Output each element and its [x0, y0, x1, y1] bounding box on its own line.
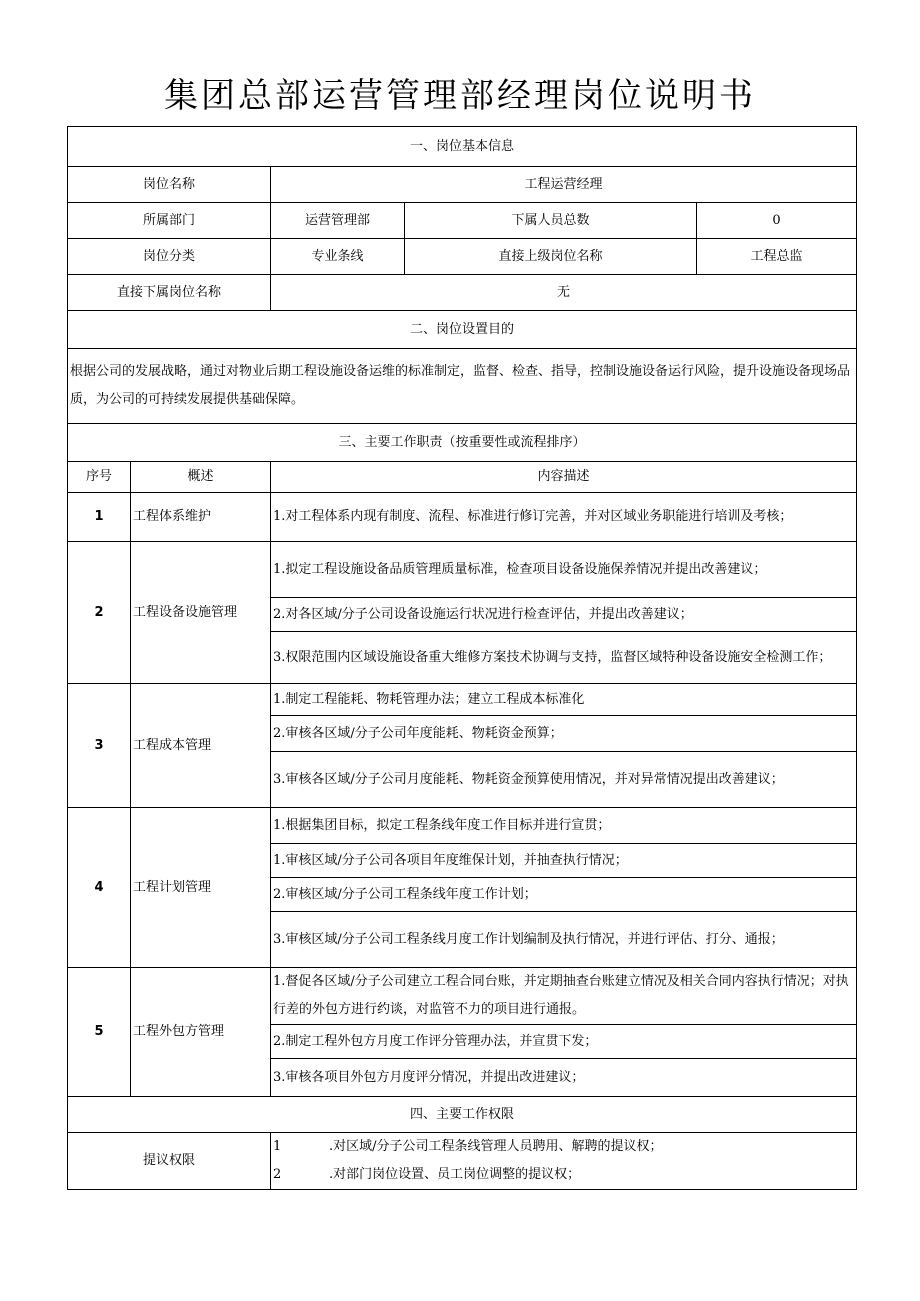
- superior-position-value: 工程总监: [697, 239, 857, 275]
- column-header-summary: 概述: [131, 462, 271, 493]
- duty-summary: 工程外包方管理: [131, 968, 271, 1097]
- duty-item: 3.审核各项目外包方月度评分情况，并提出改进建议；: [271, 1059, 857, 1097]
- direct-subordinate-value: 无: [271, 275, 857, 311]
- position-name-value: 工程运营经理: [271, 167, 857, 203]
- duty-item: 1.拟定工程设施设备品质管理质量标准，检查项目设备设施保养情况并提出改善建议；: [271, 542, 857, 598]
- duty-item: 3.权限范围内区域设施设备重大维修方案技术协调与支持，监督区域特种设备设施安全检测工作；: [271, 632, 857, 684]
- category-value: 专业条线: [271, 239, 405, 275]
- duty-summary: 工程成本管理: [131, 684, 271, 808]
- rights-item: [273, 1161, 854, 1189]
- duty-number: 1: [68, 493, 131, 542]
- duty-item: 3.审核各区域/分子公司月度能耗、物耗资金预算使用情况，并对异常情况提出改善建议；: [271, 752, 857, 808]
- duty-row: [68, 968, 857, 1025]
- duty-row: [68, 684, 857, 716]
- department-value: 运营管理部: [271, 203, 405, 239]
- duty-row: [68, 542, 857, 598]
- section-authority-header: 四、主要工作权限: [68, 1097, 857, 1133]
- direct-subordinate-label: 直接下属岗位名称: [68, 275, 271, 311]
- duty-item: 2.审核各区域/分子公司年度能耗、物耗资金预算；: [271, 716, 857, 752]
- duty-summary: 工程计划管理: [131, 808, 271, 968]
- rights-item-text: .对区域/分子公司工程条线管理人员聘用、解聘的提议权；: [329, 1139, 663, 1154]
- proposal-rights-list: [271, 1133, 857, 1190]
- superior-position-label: 直接上级岗位名称: [405, 239, 697, 275]
- rights-item-number: 1: [273, 1139, 282, 1154]
- duty-item: 2.审核区域/分子公司工程条线年度工作计划；: [271, 878, 857, 912]
- page-title: 集团总部运营管理部经理岗位说明书: [164, 76, 756, 116]
- position-name-label: 岗位名称: [68, 167, 271, 203]
- duty-item: 1.审核区域/分子公司各项目年度维保计划，并抽查执行情况；: [271, 844, 857, 878]
- duty-number: 4: [68, 808, 131, 968]
- rights-item-number: 2: [273, 1167, 282, 1182]
- duty-number: 2: [68, 542, 131, 684]
- rights-item: [273, 1133, 854, 1161]
- duty-row: [68, 808, 857, 844]
- duty-item: 1.制定工程能耗、物耗管理办法；建立工程成本标准化: [271, 684, 857, 716]
- section-purpose-header: 二、岗位设置目的: [68, 311, 857, 349]
- proposal-rights-label: 提议权限: [68, 1133, 271, 1190]
- section-basic-info-header: 一、岗位基本信息: [68, 127, 857, 167]
- section-duties-header: 三、主要工作职责（按重要性或流程排序）: [68, 424, 857, 462]
- duty-summary: 工程设备设施管理: [131, 542, 271, 684]
- subordinates-count-label: 下属人员总数: [405, 203, 697, 239]
- department-label: 所属部门: [68, 203, 271, 239]
- rights-item-text: .对部门岗位设置、员工岗位调整的提议权；: [329, 1167, 581, 1182]
- duty-item: 3.审核区域/分子公司工程条线月度工作计划编制及执行情况，并进行评估、打分、通报；: [271, 912, 857, 968]
- duty-number: 5: [68, 968, 131, 1097]
- purpose-text: 根据公司的发展战略，通过对物业后期工程设施设备运维的标准制定，监督、检查、指导，控制设施设备运行风险，提升设施设备现场品质，为公司的可持续发展提供基础保障。: [68, 349, 857, 424]
- duty-item: 2.对各区域/分子公司设备设施运行状况进行检查评估，并提出改善建议；: [271, 598, 857, 632]
- subordinates-count-value: 0: [697, 203, 857, 239]
- category-label: 岗位分类: [68, 239, 271, 275]
- column-header-seq: 序号: [68, 462, 131, 493]
- duty-item: 1.根据集团目标，拟定工程条线年度工作目标并进行宣贯；: [271, 808, 857, 844]
- duty-item: 1.督促各区域/分子公司建立工程合同台账，并定期抽查台账建立情况及相关合同内容执行情况；对执行差的外包方进行约谈，对监管不力的项目进行通报。: [271, 968, 857, 1025]
- column-header-description: 内容描述: [271, 462, 857, 493]
- duty-item: 1.对工程体系内现有制度、流程、标准进行修订完善，并对区域业务职能进行培训及考核；: [271, 493, 857, 542]
- duty-item: 2.制定工程外包方月度工作评分管理办法，并宣贯下发；: [271, 1025, 857, 1059]
- duty-summary: 工程体系维护: [131, 493, 271, 542]
- job-description-table: [67, 126, 857, 1190]
- duty-number: 3: [68, 684, 131, 808]
- duty-row: [68, 493, 857, 542]
